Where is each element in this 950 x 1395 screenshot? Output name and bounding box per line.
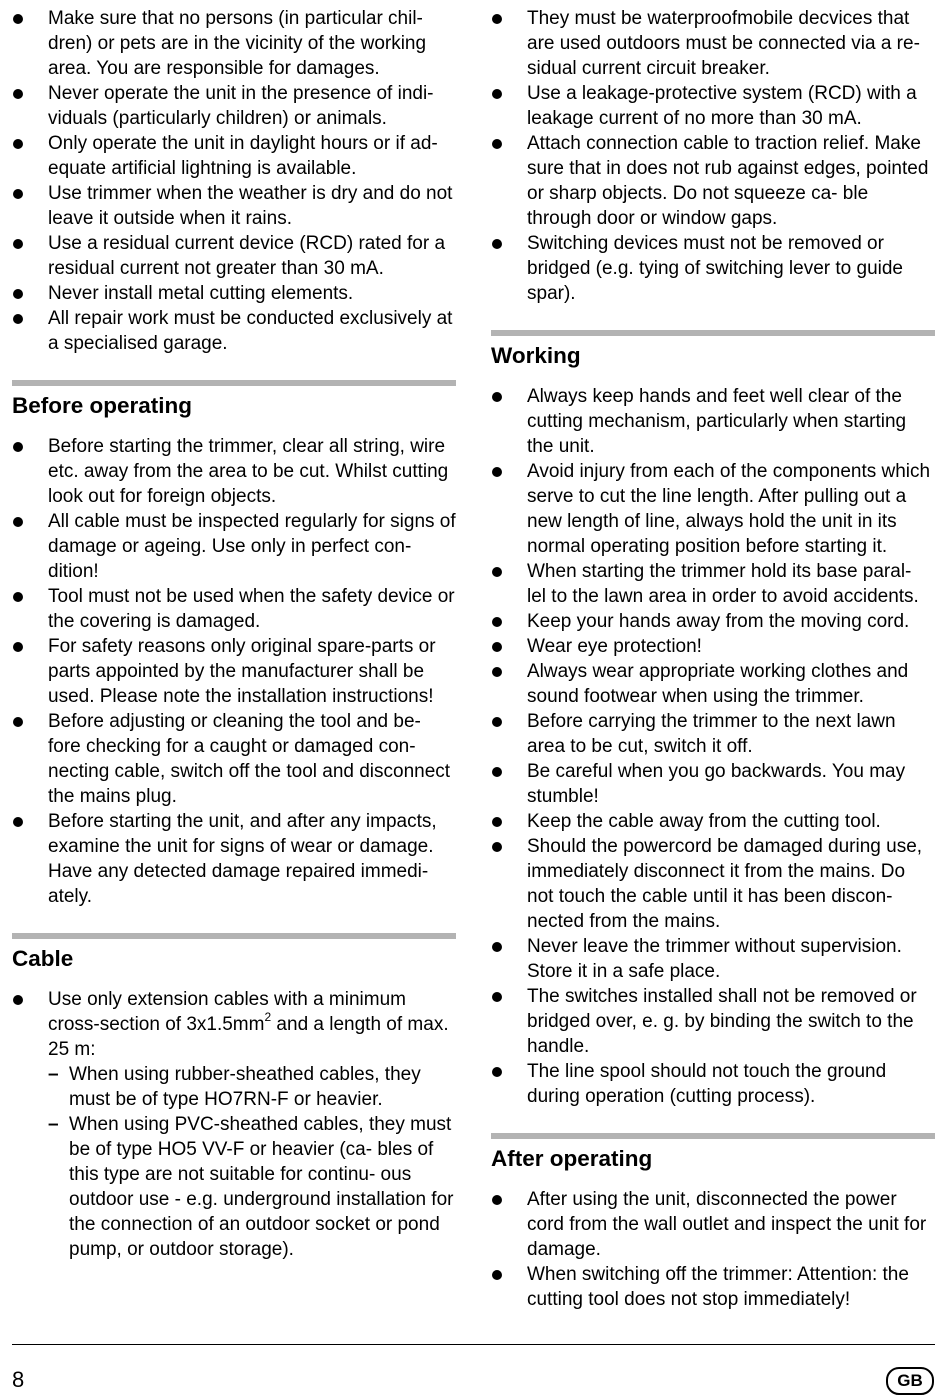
list-item: For safety reasons only original spare-parts or parts appointed by the manufacturer shall be used. Please note the installation instructions! [12, 634, 456, 709]
list-item: Before starting the trimmer, clear all string, wire etc. away from the area to be cut. Whilst cutting look out for foreign objects. [12, 434, 456, 509]
list-item: After using the unit, disconnected the power cord from the wall outlet and inspect the unit for damage. [491, 1187, 935, 1262]
list-item: Only operate the unit in daylight hours or if ad- equate artificial lightning is available. [12, 131, 456, 181]
superscript: 2 [264, 1009, 272, 1024]
list-item: All cable must be inspected regularly for signs of damage or ageing. Use only in perfect con- dition! [12, 509, 456, 584]
safety-list-right [491, 6, 935, 306]
list-item: Never operate the unit in the presence of indi- viduals (particularly children) or animals. [12, 81, 456, 131]
list-item: The switches installed shall not be removed or bridged over, e. g. by binding the switch to the handle. [491, 984, 935, 1059]
right-column [491, 6, 935, 1312]
left-column [12, 6, 456, 1262]
section-divider [491, 1133, 935, 1139]
list-item: When starting the trimmer hold its base paral- lel to the lawn area in order to avoid accidents. [491, 559, 935, 609]
section-heading: Cable [12, 946, 74, 971]
list-item: Before starting the unit, and after any impacts, examine the unit for signs of wear or damage. Have any detected damage repaired immedi- ately. [12, 809, 456, 909]
sub-list-item: – When using rubber-sheathed cables, they must be of type HO7RN-F or heavier. [48, 1062, 456, 1112]
list-item: All repair work must be conducted exclusively at a specialised garage. [12, 306, 456, 356]
list-item: Use trimmer when the weather is dry and do not leave it outside when it rains. [12, 181, 456, 231]
list-item: Tool must not be used when the safety device or the covering is damaged. [12, 584, 456, 634]
section-divider [12, 933, 456, 939]
list-item: Always keep hands and feet well clear of the cutting mechanism, particularly when starting the unit. [491, 384, 935, 459]
working-section [491, 330, 935, 1109]
section-heading: Before operating [12, 393, 193, 418]
list-item: Make sure that no persons (in particular chil- dren) or pets are in the vicinity of the working area. You are responsible for damages. [12, 6, 456, 81]
list-item [12, 987, 456, 1262]
sub-list-item: – When using PVC-sheathed cables, they must be of type HO5 VV-F or heavier (ca- bles of this type are not suitable for continu- ous outdoor use - e.g. underground installation for the connection of an outdoor socket or pond pump, or outdoor storage). [48, 1112, 456, 1262]
cable-requirement-text-end: and a length of max. 25 m: [48, 1014, 449, 1060]
footer-divider [12, 1344, 935, 1345]
list-item: Use a residual current device (RCD) rated for a residual current not greater than 30 mA. [12, 231, 456, 281]
list-item: Never install metal cutting elements. [12, 281, 456, 306]
list-item: When switching off the trimmer: Attention: the cutting tool does not stop immediately! [491, 1262, 935, 1312]
language-badge: GB [886, 1367, 934, 1395]
section-divider [12, 380, 456, 386]
before-operating-section [12, 380, 456, 909]
page-number: 8 [12, 1367, 25, 1392]
list-item: Never leave the trimmer without supervision. Store it in a safe place. [491, 934, 935, 984]
cable-section [12, 933, 456, 1262]
after-operating-section [491, 1133, 935, 1312]
list-item: Be careful when you go backwards. You may stumble! [491, 759, 935, 809]
section-heading: Working [491, 343, 581, 368]
list-item: Before carrying the trimmer to the next lawn area to be cut, switch it off. [491, 709, 935, 759]
cable-requirement-text: Use only extension cables with a minimum cross-section of 3x1.5mm [48, 989, 406, 1035]
list-item: Always wear appropriate working clothes and sound footwear when using the trimmer. [491, 659, 935, 709]
list-item: Switching devices must not be removed or bridged (e.g. tying of switching lever to guide spar). [491, 231, 935, 306]
list-item: Wear eye protection! [491, 634, 935, 659]
list-item: Keep the cable away from the cutting tool. [491, 809, 935, 834]
list-item: Avoid injury from each of the components which serve to cut the line length. After pulling out a new length of line, always hold the unit in its normal operating position before starting it. [491, 459, 935, 559]
section-divider [491, 330, 935, 336]
list-item: Attach connection cable to traction relief. Make sure that in does not rub against edges, pointed or sharp objects. Do not squeeze ca- ble through door or window gaps. [491, 131, 935, 231]
list-item: The line spool should not touch the ground during operation (cutting process). [491, 1059, 935, 1109]
list-item: Before adjusting or cleaning the tool and be- fore checking for a caught or damaged con- necting cable, switch off the tool and disconnect the mains plug. [12, 709, 456, 809]
safety-list-left [12, 6, 456, 356]
section-heading: After operating [491, 1146, 653, 1171]
list-item: Should the powercord be damaged during use, immediately disconnect it from the mains. Do not touch the cable until it has been discon- nected from the mains. [491, 834, 935, 934]
list-item: Keep your hands away from the moving cord. [491, 609, 935, 634]
list-item: They must be waterproofmobile decvices that are used outdoors must be connected via a re- sidual current circuit breaker. [491, 6, 935, 81]
list-item: Use a leakage-protective system (RCD) with a leakage current of no more than 30 mA. [491, 81, 935, 131]
